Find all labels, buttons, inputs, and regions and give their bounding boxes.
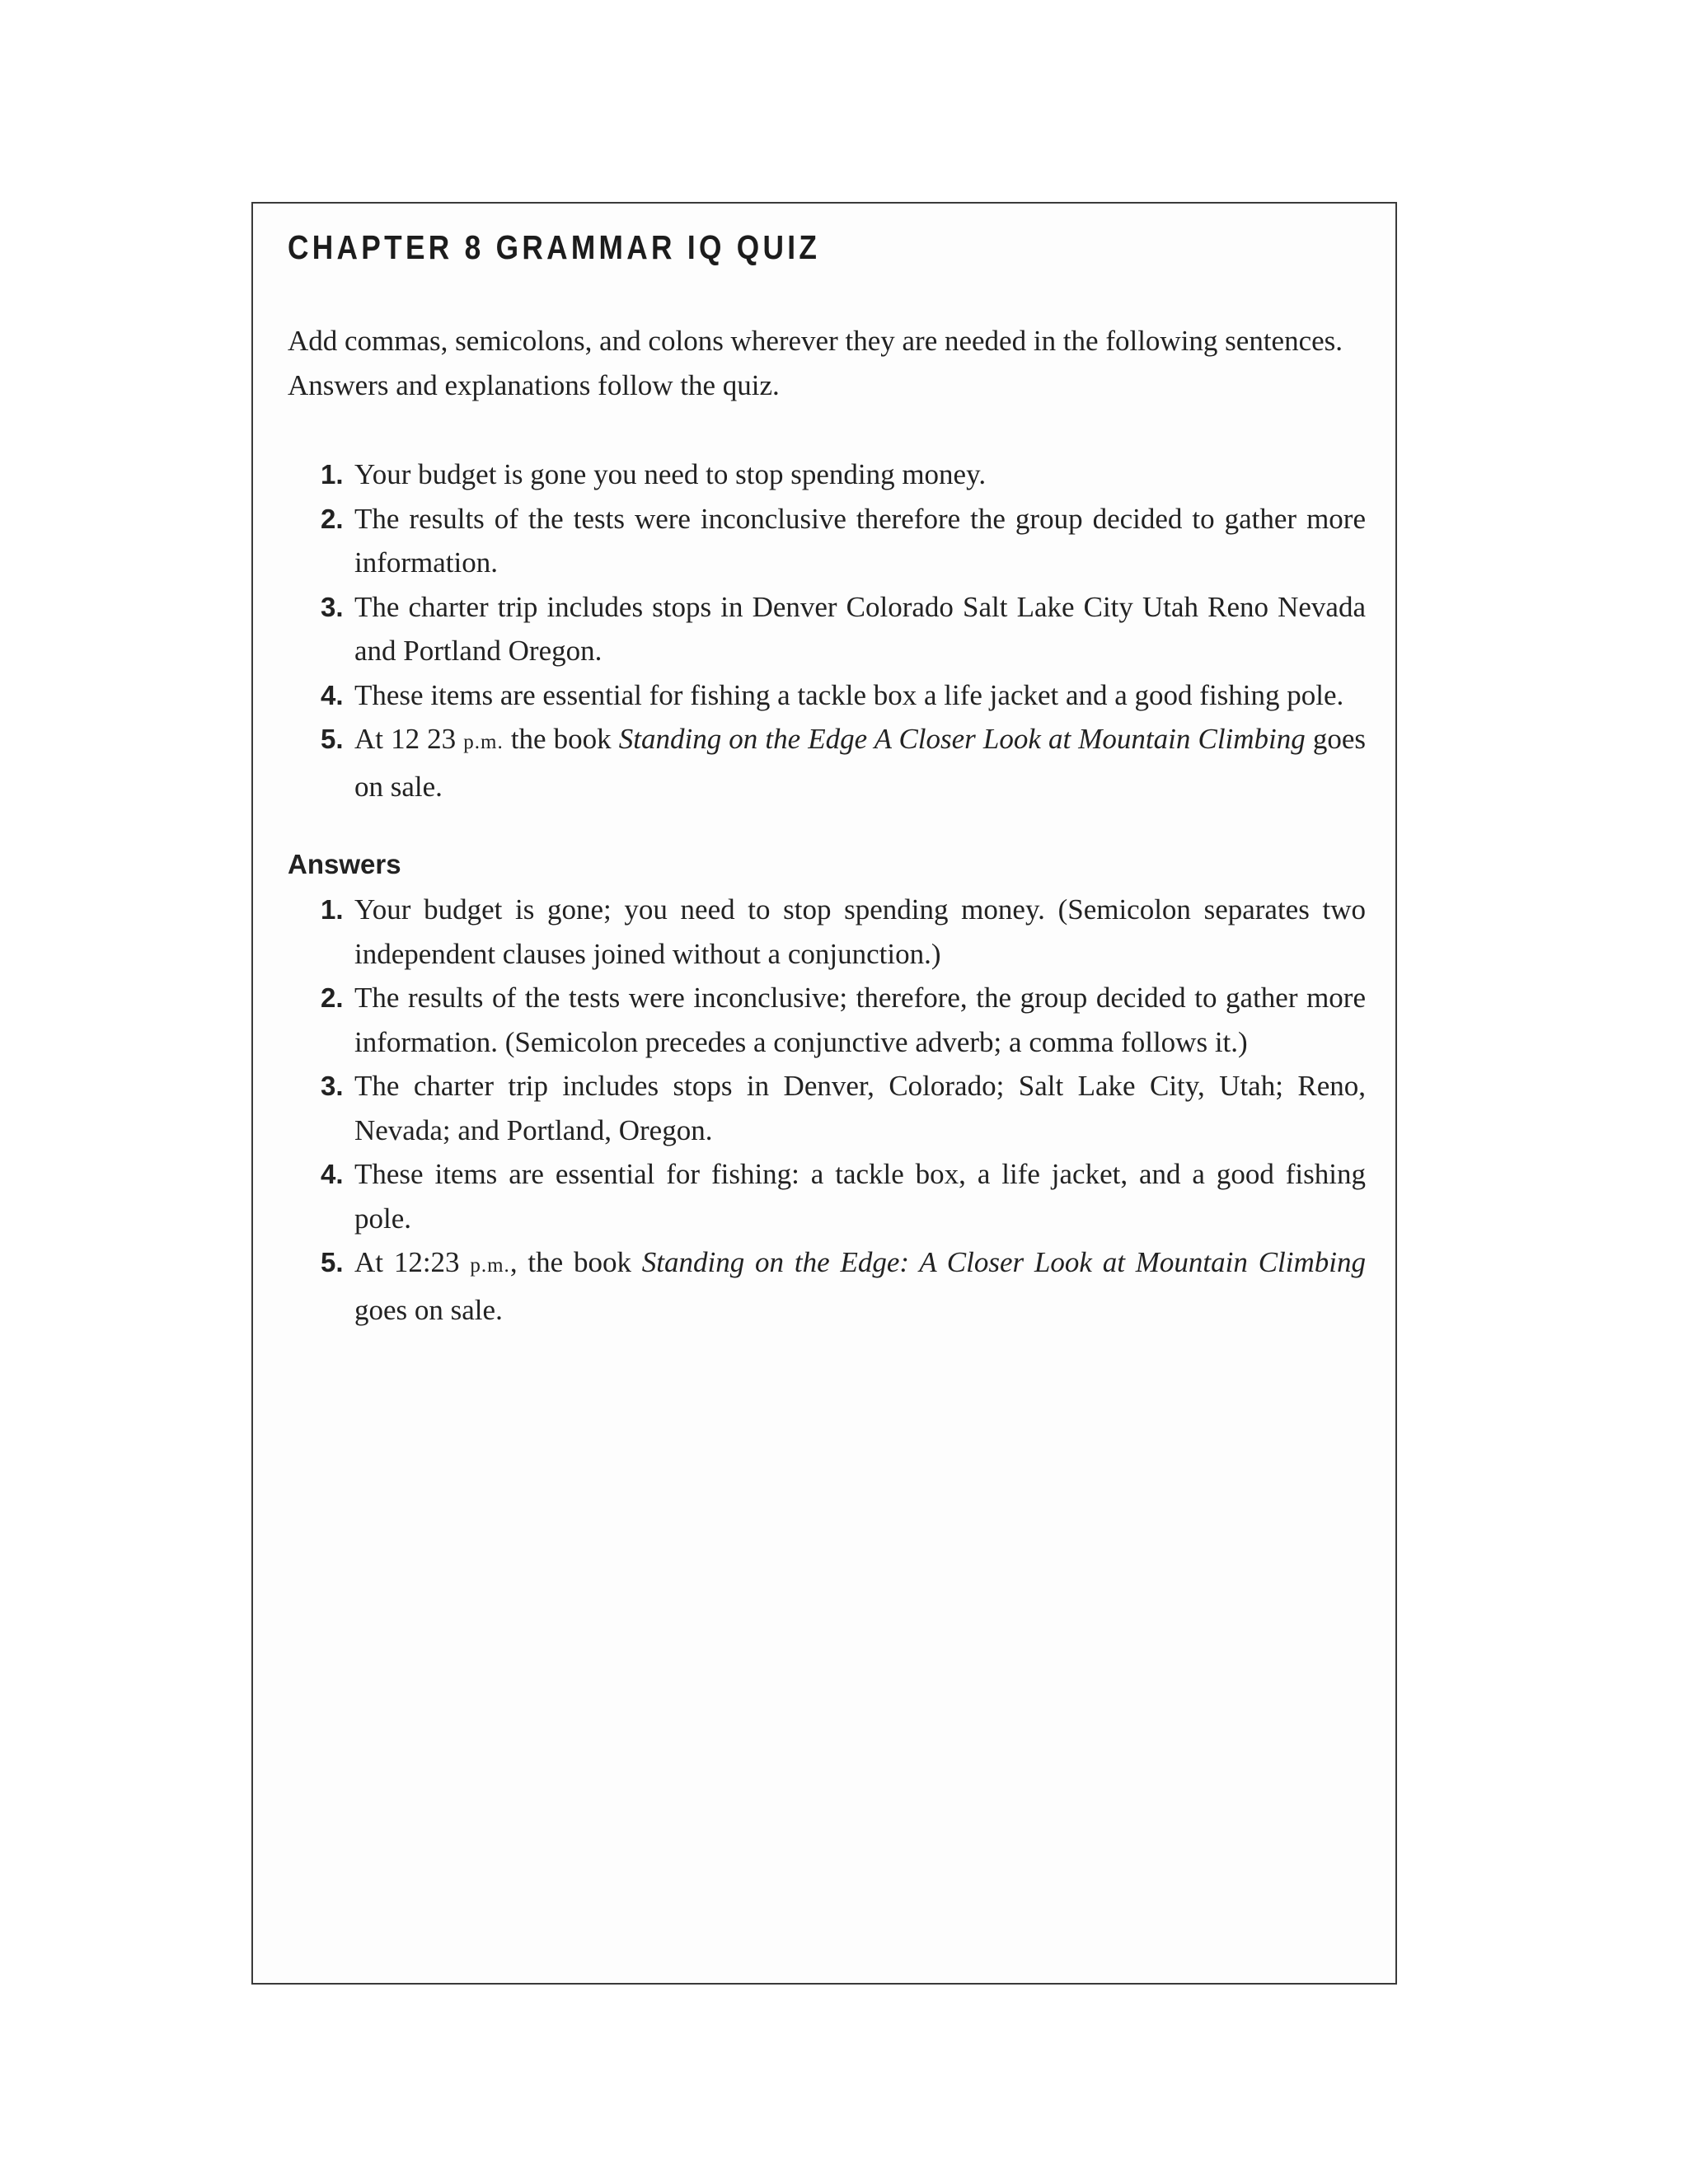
answer-number: 5.: [321, 1247, 344, 1277]
answer-number: 1.: [321, 894, 344, 925]
question-number: 1.: [321, 459, 344, 490]
quiz-instructions: Add commas, semicolons, and colons wherever they are needed in the following sentences. Answers and explanations follow the quiz.: [288, 325, 1343, 401]
question-number: 5.: [321, 724, 344, 754]
chapter-title: CHAPTER 8 GRAMMAR IQ QUIZ: [288, 228, 821, 266]
answer-text: These items are essential for fishing: a tackle box, a life jacket, and a good fishing pole.: [354, 1158, 1366, 1235]
question-list: [288, 452, 1366, 808]
question-item: [288, 452, 1366, 497]
answer-item: [288, 1152, 1366, 1240]
answer-text: Your budget is gone; you need to stop spending money. (Semicolon separates two independent clauses joined without a conjunction.): [354, 893, 1366, 970]
question-number: 3.: [321, 591, 344, 622]
answer-text: The charter trip includes stops in Denver, Colorado; Salt Lake City, Utah; Reno, Nevada; and Portland, Oregon.: [354, 1070, 1366, 1146]
answers-heading: Answers: [288, 849, 401, 879]
answer-item: [288, 976, 1366, 1064]
book-title: Standing on the Edge A Closer Look at Mountain Climbing: [618, 723, 1306, 755]
answer-text-start: At 12:23: [354, 1246, 471, 1278]
question-item: [288, 673, 1366, 718]
question-number: 2.: [321, 503, 344, 534]
question-text: Your budget is gone you need to stop spending money.: [354, 458, 987, 490]
answer-number: 2.: [321, 982, 344, 1013]
question-item: [288, 497, 1366, 585]
answer-text-end: goes on sale.: [354, 1293, 503, 1326]
question-text: The charter trip includes stops in Denver Colorado Salt Lake City Utah Reno Nevada and Portland Oregon.: [354, 590, 1366, 667]
answer-text-middle: , the book: [509, 1246, 642, 1278]
time-abbreviation: p.m.: [470, 1254, 510, 1277]
question-item: [288, 585, 1366, 673]
answer-item: [288, 1064, 1366, 1152]
question-number: 4.: [321, 679, 344, 710]
time-abbreviation: p.m.: [463, 731, 504, 753]
question-text-middle: the book: [503, 723, 619, 755]
answer-number: 4.: [321, 1159, 344, 1189]
question-text-end: goes on sale.: [354, 723, 1367, 803]
question-text-start: At 12 23: [354, 723, 464, 755]
answer-text: The results of the tests were inconclusive; therefore, the group decided to gather more information. (Semicolon precedes a conjunctive adverb; a comma follows it.): [354, 982, 1366, 1058]
answer-number: 3.: [321, 1071, 344, 1101]
question-text: The results of the tests were inconclusive therefore the group decided to gather more information.: [354, 502, 1366, 579]
quiz-box: [251, 202, 1397, 1985]
question-text: These items are essential for fishing a tackle box a life jacket and a good fishing pole.: [354, 678, 1344, 711]
answer-list: [288, 888, 1366, 1332]
answer-item: [288, 1240, 1366, 1332]
book-title: Standing on the Edge: A Closer Look at Mountain Climbing: [641, 1246, 1366, 1278]
question-item: [288, 717, 1366, 808]
answer-item: [288, 888, 1366, 976]
